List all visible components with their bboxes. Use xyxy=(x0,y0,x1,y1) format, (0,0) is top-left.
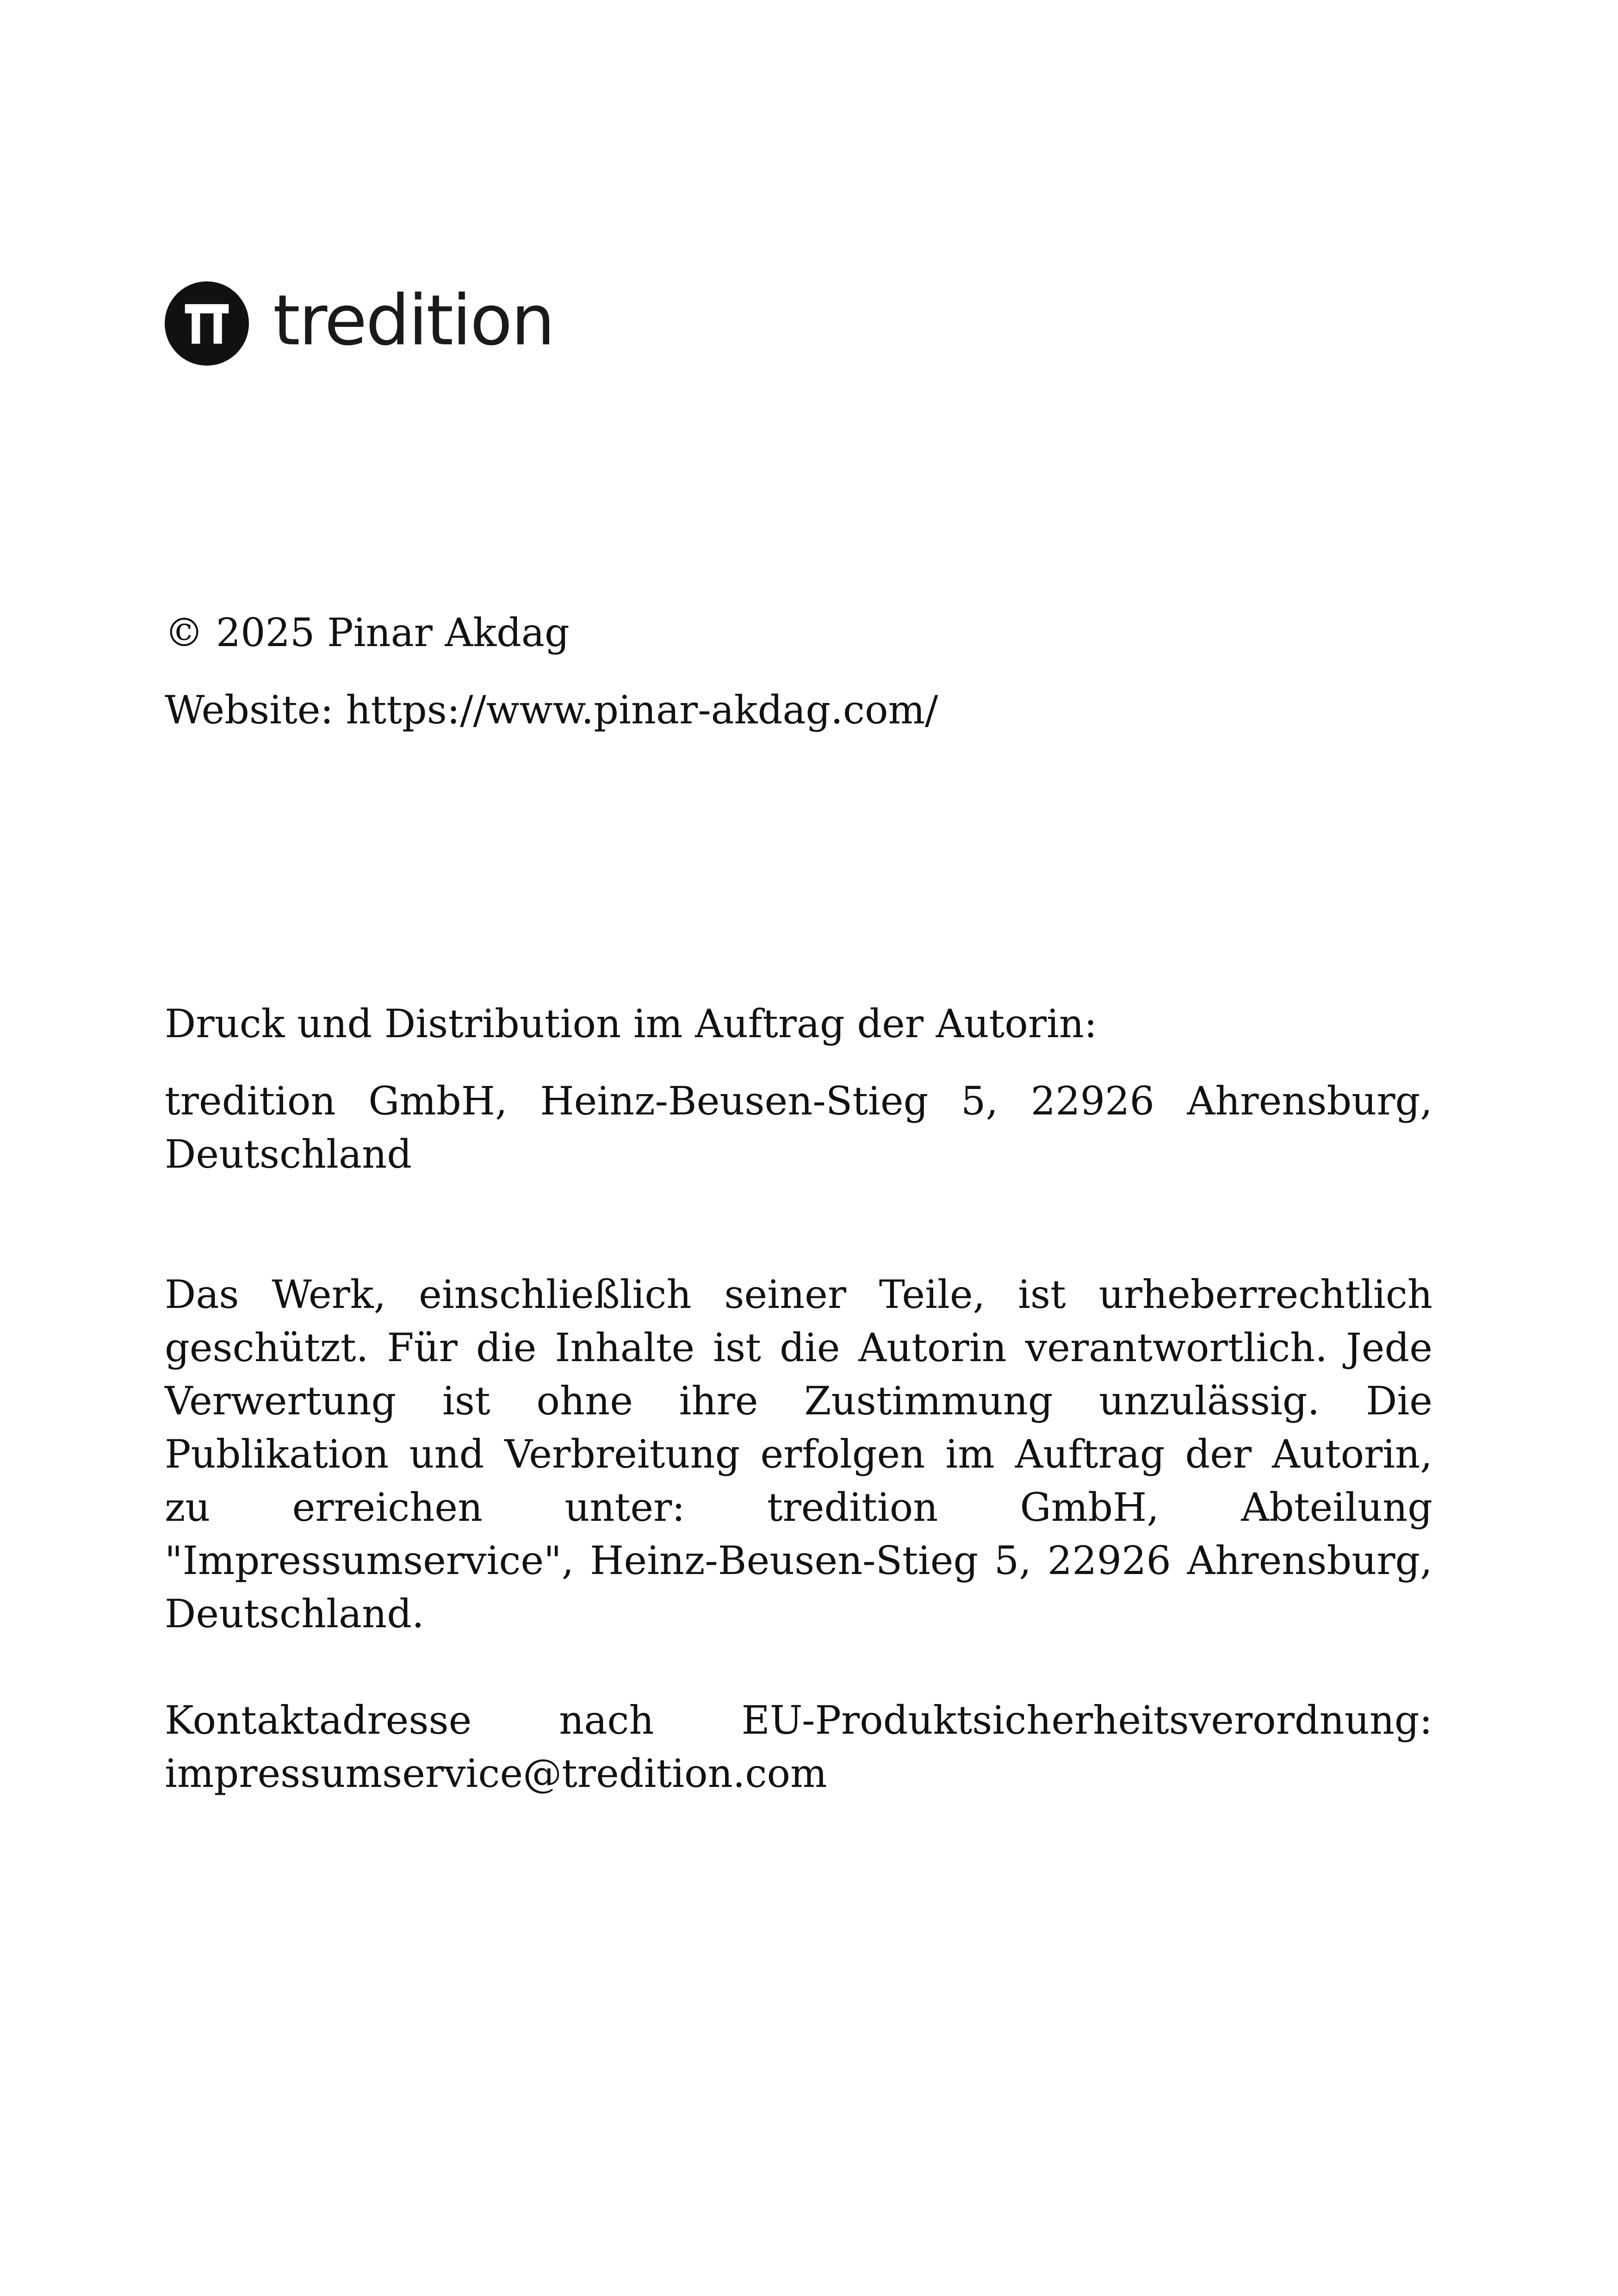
website-line: Website: https://www.pinar-akdag.com/ xyxy=(165,687,938,733)
distribution-address: tredition GmbH, Heinz-Beusen-Stieg 5, 22926 Ahrensburg, Deutschland xyxy=(165,1078,1432,1177)
logo-wordmark: tredition xyxy=(273,280,554,361)
copyright-line: © 2025 Pinar Akdag xyxy=(165,610,570,655)
publisher-logo xyxy=(165,280,554,367)
rights-paragraph: Das Werk, einschließlich seiner Teile, ist urheberrechtlich geschützt. Für die Inhalte ist die Autorin verantwortlich. Jede Verwertung ist ohne ihre Zustimmung unzulässig. Die Publikation und Verbreitung erfolgen im Auftrag der Autorin, zu erreichen unter: tredition GmbH, Abteilung "Impressumservice", Heinz-Beusen-Stieg 5, 22926 Ahrensburg, Deutschland. xyxy=(165,1272,1432,1636)
copyright-block xyxy=(165,606,1432,737)
contact-paragraph: Kontaktadresse nach EU-Produktsicherheitsverordnung: impressumservice@tredition.com xyxy=(165,1698,1432,1796)
distribution-block xyxy=(165,997,1432,1181)
tredition-logo-icon xyxy=(165,281,249,366)
distribution-heading: Druck und Distribution im Auftrag der Autorin: xyxy=(165,1001,1097,1046)
